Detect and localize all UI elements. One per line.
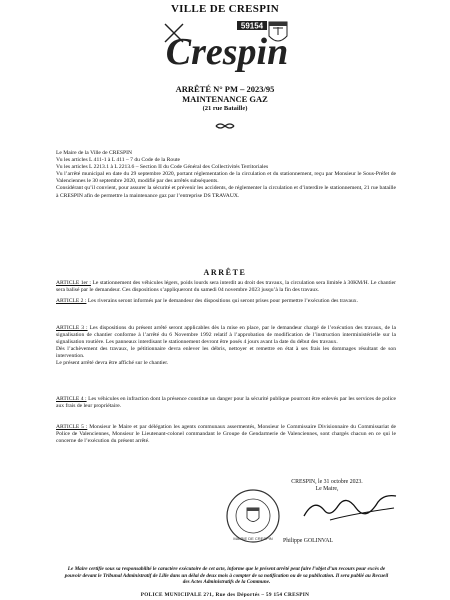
logo-wordmark: Crespin	[165, 31, 289, 73]
visa-line: Vu l’arrêté municipal en date du 29 septembre 2020, portant réglementation de la circulation et du stationnement, reçu par Monsieur le Sous-Préfet de Valenciennes le 30 septembre 2020, modifié par des arrêtés subséquents.	[56, 171, 396, 185]
page-footer: POLICE MUNICIPALE 2?1, Rue des Déportés – 59 154 CRESPIN	[140, 592, 310, 598]
article-text: Les dispositions du présent arrêté seront applicables dès la mise en place, par le demandeur chargé de l’exécution des travaux, de la signalisation de chantier conforme à l’arrêté du 6 Novembre 1992 relatif à l’approbation de modification de l’instruction interministérielle sur la signalisation routière. Les panneaux interdisant le stationnement devront être posés 4 jours avant la date du début des travaux.	[56, 325, 396, 346]
article-text: Les véhicules en infraction dont la présence constitue un danger pour la sécurité publique pourront être enlevés par les services de police aux frais de leur propriétaire.	[56, 396, 396, 410]
decree-subject: MAINTENANCE GAZ	[182, 94, 268, 104]
article-text: Le présent arrêté devra être affiché sur le chantier.	[56, 360, 169, 367]
signatory-role: Le Maire,	[315, 486, 339, 492]
article-label: ARTICLE 5 :	[56, 424, 88, 430]
ornament-icon	[214, 122, 236, 130]
article-label: ARTICLE 1er :	[56, 280, 91, 286]
article-2	[56, 298, 396, 305]
legal-notice: Le Maire certifie sous sa responsabilité le caractère exécutoire de cet acte, informe que le présent arrêté peut faire l’objet d’un recours pour excès de pouvoir devant le Tribunal Administratif de Lille dans un délai de deux mois à compter de sa notification ou de sa publication. Il sera publié au Recueil des Actes Administratifs de la Commune.	[64, 566, 389, 585]
visa-line: Vu les articles L 2213.1 à L 2213.6 – Section II du Code Général des Collectivités Territoriales	[56, 164, 269, 171]
place-date: CRESPIN, le 31 octobre 2023.	[291, 479, 363, 485]
article-3	[56, 325, 396, 368]
article-label: ARTICLE 4 :	[56, 396, 87, 402]
visa-line: Vu les articles L 411-1 à L 411 – 7 du Code de la Route	[56, 157, 181, 164]
article-label: ARTICLE 2 :	[56, 298, 87, 304]
signatory-name: Philippe GOLINVAL	[283, 538, 333, 544]
considerant-line: Considérant qu’il convient, pour assurer la sécurité et prévenir les accidents, de réglementer la circulation et d’interdire le stationnement, 21 rue bataille à CRESPIN afin de permettre la maintenance gaz par l’entreprise DS TRAVAUX.	[56, 185, 396, 199]
decree-address: (21 rue Bataille)	[202, 105, 248, 112]
article-text: Dès l’achèvement des travaux, le pétitionnaire devra enlever les débris, nettoyer et remettre en état à ses frais les dommages résultant de son intervention.	[56, 346, 396, 360]
visas-block	[56, 150, 396, 200]
handwritten-signature	[300, 490, 400, 530]
logo-postal-code: 59154	[240, 21, 264, 31]
article-text: Les riverains seront informés par le demandeur des dispositions qui seront prises pour permettre l’exécution des travaux.	[87, 298, 358, 304]
decree-number: ARRÊTÉ N° PM – 2023/95	[175, 84, 275, 94]
article-label: ARTICLE 3 :	[56, 325, 88, 331]
article-text: Monsieur le Maire et par délégation les agents communaux assermentés, Monsieur le Commissaire Divisionnaire du Commissariat de Police de Valenciennes, Monsieur le Lieutenant-colonel commandant le Groupe de Gendarmerie de Valenciennes, sont chargés chacun en ce qui le concerne de l’exécution du présent arrêté.	[56, 424, 396, 445]
town-header: VILLE DE CRESPIN	[170, 3, 280, 15]
town-logo	[145, 18, 305, 76]
stamp-text: MAIRIE DE CRESPIN	[233, 536, 273, 541]
arrete-heading: ARRÊTE	[203, 268, 247, 277]
article-4	[56, 396, 396, 410]
decree-title	[0, 84, 450, 114]
article-1	[56, 280, 396, 294]
article-text: Le stationnement des véhicules légers, poids lourds sera interdit au droit des travaux, la circulation sera limitée à 30KM/H. Le chantier sera balisé par le demandeur. Ces dispositions s’appliqueront du samedi 04 novembre 2023 jusqu’à la fin des travaux.	[56, 280, 397, 294]
visa-line: Le Maire de la Ville de CRESPIN	[56, 150, 132, 156]
official-stamp-icon	[225, 488, 281, 544]
article-5	[56, 424, 396, 445]
